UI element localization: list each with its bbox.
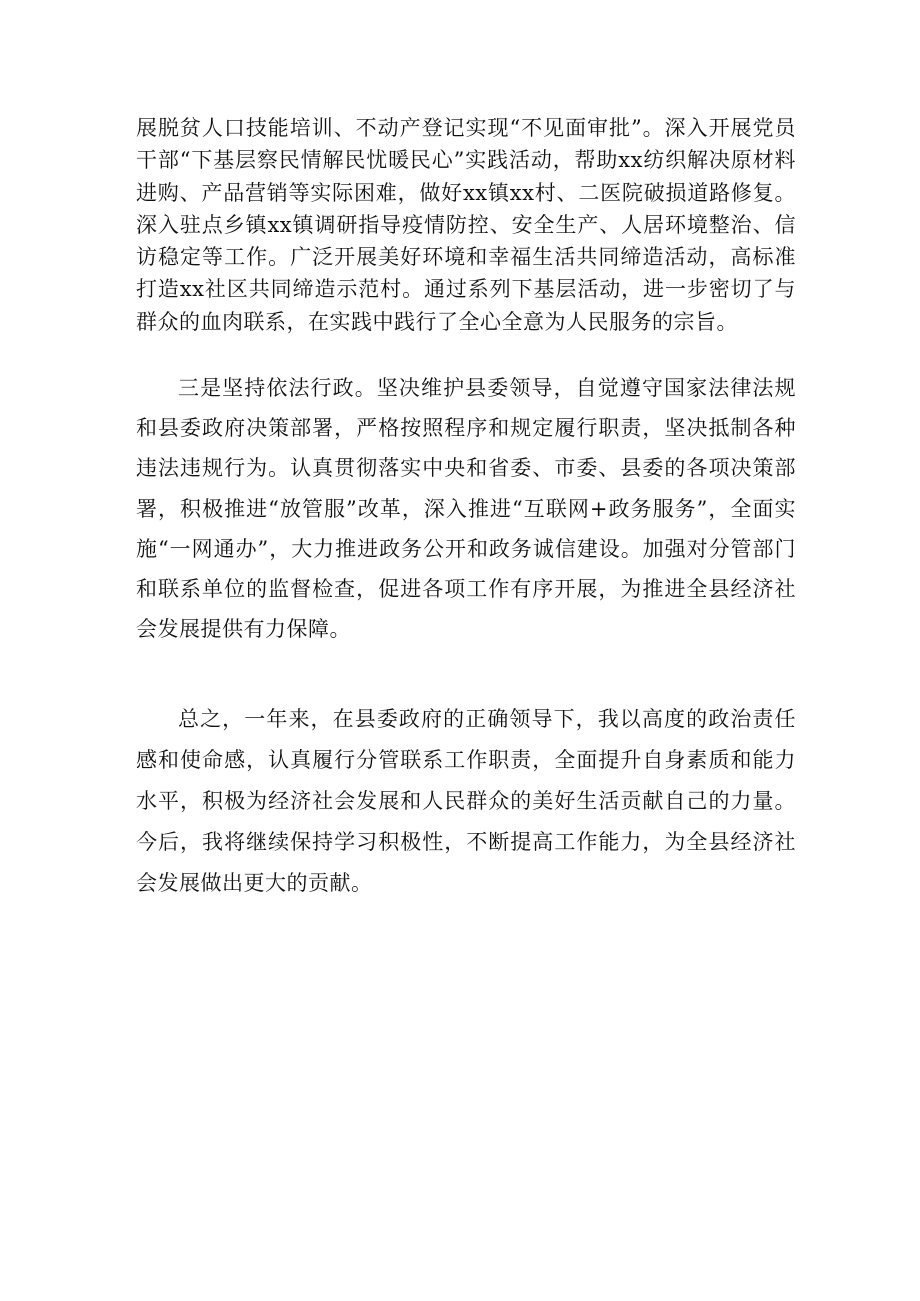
paragraph-summary: 总之，一年来，在县委政府的正确领导下，我以高度的政治责任感和使命感，认真履行分管联系工作职责，全面提升自身素质和能力水平，积极为经济社会发展和人民群众的美好生活贡献自己的力量。今后，我将继续保持学习积极性，不断提高工作能力，为全县经济社会发展做出更大的贡献。	[136, 707, 796, 895]
paragraph-continued-grassroots-activities: 展脱贫人口技能培训、不动产登记实现“不见面审批”。深入开展党员干部“下基层察民情解民忧暖民心”实践活动，帮助xx纺织解决原材料进购、产品营销等实际困难，做好xx镇xx村、二医院破损道路修复。深入驻点乡镇xx镇调研指导疫情防控、安全生产、人居环境整治、信访稳定等工作。广泛开展美好环境和幸福生活共同缔造活动，高标准打造xx社区共同缔造示范村。通过系列下基层活动，进一步密切了与群众的血肉联系，在实践中践行了全心全意为人民服务的宗旨。	[136, 116, 796, 334]
paragraph-rule-of-law: 三是坚持依法行政。坚决维护县委领导，自觉遵守国家法律法规和县委政府决策部署，严格按照程序和规定履行职责，坚决抵制各种违法违规行为。认真贯彻落实中央和省委、市委、县委的各项决策部署，积极推进“放管服”改革，深入推进“互联网+政务服务”，全面实施“一网通办”，大力推进政务公开和政务诚信建设。加强对分管部门和联系单位的监督检查，促进各项工作有序开展，为推进全县经济社会发展提供有力保障。	[136, 376, 796, 642]
